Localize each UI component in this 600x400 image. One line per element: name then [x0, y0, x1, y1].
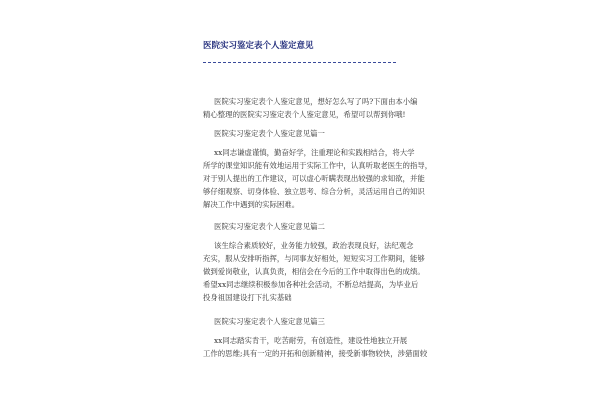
paragraph-line: xx同志踏实肯干，吃苦耐劳，有创造性，建设性地独立开展: [214, 336, 408, 345]
intro-line: 医院实习鉴定表个人鉴定意见，想好怎么写了吗?下面由本小编: [214, 97, 418, 106]
paragraph-line: 对于别人提出的工作建议，可以虚心听瞒表现出较强的求知欲，并能: [203, 174, 425, 183]
paragraph-line: xx同志谦虚谨慎，勤奋好学，注重理论和实践相结合，将大学: [214, 148, 415, 157]
paragraph-line: 投身祖国建设打下扎实基础: [203, 293, 292, 302]
paragraph-line: 工作的思维;具有一定的开拓和创新精神，接受新事物较快，涉猎面较: [203, 349, 428, 358]
paragraph-line: 该生综合素质较好，业务能力较强，政治表现良好，法纪观念: [214, 241, 414, 250]
section-heading: 医院实习鉴定表个人鉴定意见篇二: [214, 222, 325, 231]
title-divider: [203, 62, 396, 63]
paragraph-line: 解决工作中遇到的实际困难。: [203, 200, 300, 209]
intro-line: 精心整理的医院实习鉴定表个人鉴定意见，希望可以帮到你哦!: [203, 110, 406, 119]
paragraph-line: 希望xx同志继续积极参加各种社会活动，不断总结提高，为毕业后: [203, 280, 419, 289]
document-title: 医院实习鉴定表个人鉴定意见: [203, 41, 314, 51]
paragraph-line: 够仔细观察、切身体验、独立思考、综合分析，灵活运用自己的知识: [203, 187, 425, 196]
paragraph-line: 做到爱岗敬业，认真负责，相信会在今后的工作中取得出色的成绩。: [203, 267, 425, 276]
section-heading: 医院实习鉴定表个人鉴定意见篇三: [214, 317, 325, 326]
paragraph-line: 所学的课堂知识能有效地运用于实际工作中，认真听取老医生的指导，: [203, 161, 433, 170]
section-heading: 医院实习鉴定表个人鉴定意见篇一: [214, 129, 325, 138]
paragraph-line: 充实，服从安排听指挥，与同事友好相处，短短实习工作期间，能够: [203, 254, 425, 263]
